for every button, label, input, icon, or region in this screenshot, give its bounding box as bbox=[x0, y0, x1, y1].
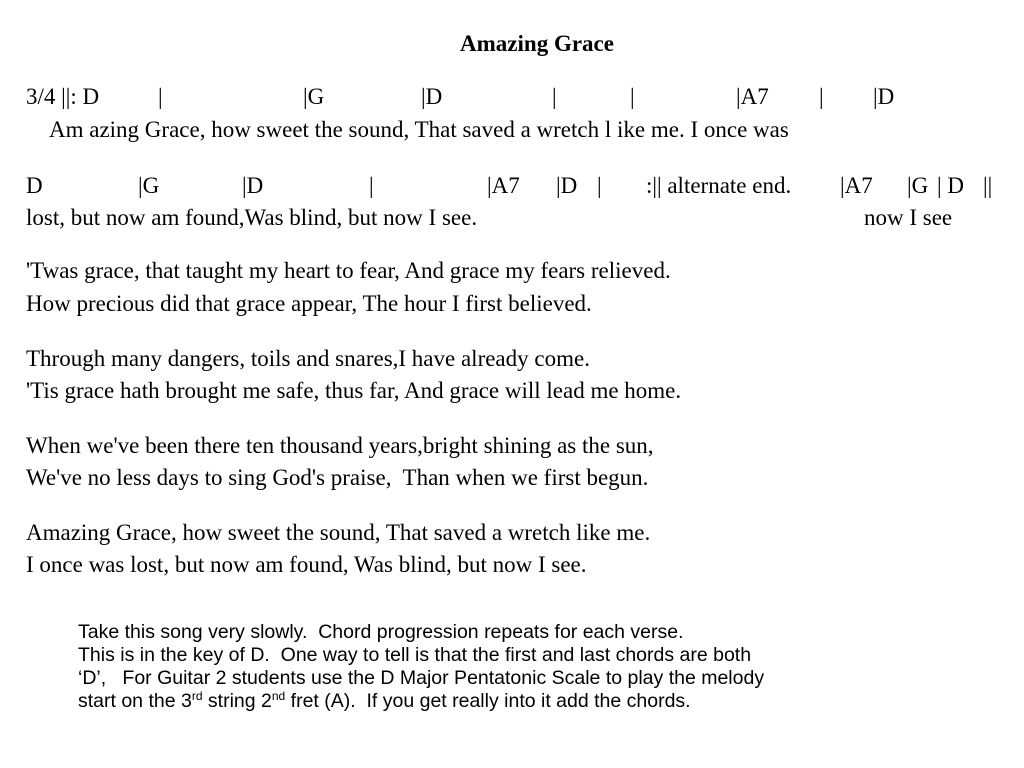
chord: |G bbox=[138, 173, 160, 198]
chord: | bbox=[158, 84, 163, 109]
note-line: ‘D’, For Guitar 2 students use the D Major Pentatonic Scale to play the melody bbox=[78, 667, 765, 689]
note-line bbox=[78, 690, 1008, 713]
chord: D bbox=[26, 173, 43, 198]
note-line: This is in the key of D. One way to tell is that the first and last chords are both bbox=[78, 644, 752, 666]
chord: :|| alternate end. bbox=[646, 173, 792, 198]
chord: | bbox=[819, 84, 824, 109]
lyric-line-alternate-end: now I see bbox=[864, 205, 953, 230]
lyric-line: I once was lost, but now am found, Was blind, but now I see. bbox=[26, 552, 587, 577]
note-text: fret (A). If you get really into it add the chords. bbox=[285, 690, 691, 712]
lyric-line: We've no less days to sing God's praise, Than when we first begun. bbox=[26, 465, 649, 490]
chord: | bbox=[597, 173, 602, 198]
chord: | bbox=[552, 84, 557, 109]
lyric-line: When we've been there ten thousand years,bright shining as the sun, bbox=[26, 433, 654, 458]
chord: |D bbox=[421, 84, 443, 109]
lyric-line: lost, but now am found,Was blind, but now I see. bbox=[26, 205, 478, 230]
chord: |G bbox=[303, 84, 325, 109]
note-line: Take this song very slowly. Chord progression repeats for each verse. bbox=[78, 621, 684, 643]
chord: | bbox=[369, 173, 374, 198]
chord: | D bbox=[937, 173, 964, 198]
chord: |D bbox=[873, 84, 895, 109]
chord-line-1 bbox=[0, 82, 1000, 112]
lyric-line: 'Twas grace, that taught my heart to fear, And grace my fears relieved. bbox=[26, 258, 671, 283]
lyric-line: Amazing Grace, how sweet the sound, That saved a wretch like me. bbox=[26, 520, 651, 545]
chord-line-2 bbox=[0, 171, 1000, 201]
chord: |D bbox=[556, 173, 578, 198]
superscript: rd bbox=[191, 689, 203, 703]
chord: |D bbox=[242, 173, 264, 198]
chord: |A7 bbox=[487, 173, 520, 198]
lyric-line: 'Tis grace hath brought me safe, thus far, And grace will lead me home. bbox=[26, 378, 682, 403]
teaching-notes bbox=[78, 621, 1008, 713]
lyric-line: Am azing Grace, how sweet the sound, That saved a wretch l ike me. I once was bbox=[49, 117, 789, 142]
chord: 3/4 ||: D bbox=[26, 84, 100, 109]
lyric-line: How precious did that grace appear, The hour I first believed. bbox=[26, 291, 592, 316]
song-title: Amazing Grace bbox=[460, 31, 614, 56]
chord: |G bbox=[907, 173, 929, 198]
chord: |A7 bbox=[736, 84, 769, 109]
chord: || bbox=[983, 173, 993, 198]
lyric-line: Through many dangers, toils and snares,I have already come. bbox=[26, 346, 590, 371]
note-text: string 2 bbox=[202, 690, 272, 712]
chord: | bbox=[630, 84, 635, 109]
chord: |A7 bbox=[840, 173, 873, 198]
note-text: start on the 3 bbox=[78, 690, 192, 712]
superscript: nd bbox=[271, 689, 286, 703]
